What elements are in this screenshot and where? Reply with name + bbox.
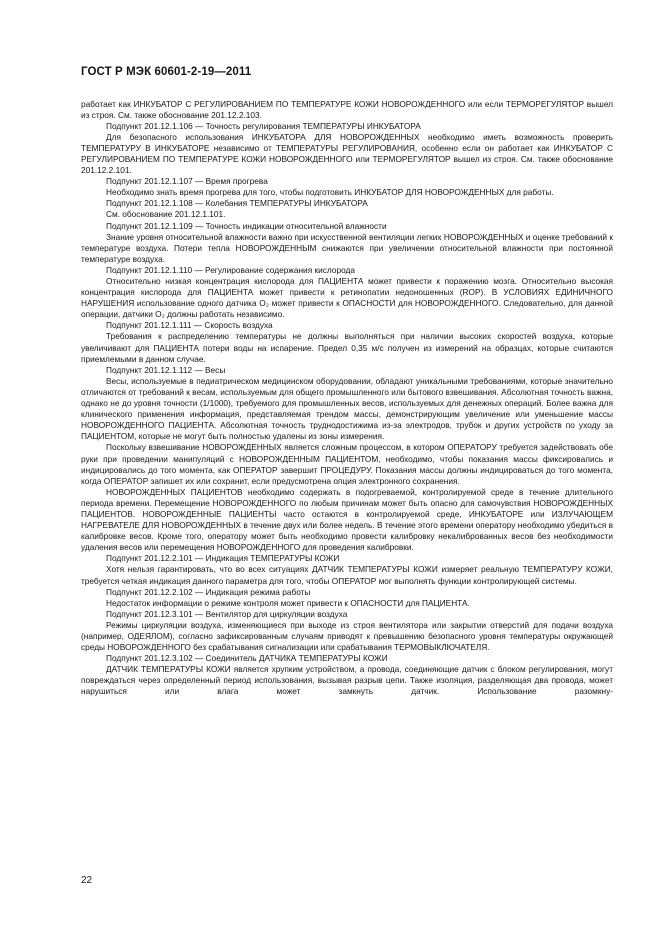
subclause-heading: Подпункт 201.12.1.111 — Скорость воздуха <box>106 320 273 331</box>
standard-header: ГОСТ Р МЭК 60601-2-19—2011 <box>81 66 252 78</box>
subclause-heading: Подпункт 201.12.3.102 — Соединитель ДАТЧИКА ТЕМПЕРАТУРЫ КОЖИ <box>106 653 388 664</box>
subclause-heading: Подпункт 201.12.3.101 — Вентилятор для циркуляции воздуха <box>106 608 348 619</box>
paragraph: Хотя нельзя гарантировать, что во всех ситуациях ДАТЧИК ТЕМПЕРАТУРЫ КОЖИ измеряет реальную ТЕМПЕРАТУРУ КОЖИ, требуется четкая индикация данного параметра для того, чтобы ОПЕРАТОР мог выполнять функции контролирующей системы. <box>81 564 613 586</box>
paragraph: работает как ИНКУБАТОР С РЕГУЛИРОВАНИЕМ ПО ТЕМПЕРАТУРЕ КОЖИ НОВОРОЖДЕННОГО или если ТЕРМОРЕГУЛЯТОР вышел из строя. См. также обоснование 201.12.2.103. <box>81 98 613 120</box>
subclause-heading: Подпункт 201.12.2.101 — Индикация ТЕМПЕРАТУРЫ КОЖИ <box>106 553 340 564</box>
paragraph: Поскольку взвешивание НОВОРОЖДЕННЫХ является сложным процессом, в котором ОПЕРАТОРУ требуется задействовать обе руки при проведении манипуляций с НОВОРОЖДЕННЫМ ПАЦИЕНТОМ, необходимо, чтобы показания массы фиксировались и индицировались до того момента, как ОПЕРАТОР завершит ПРОЦЕДУРУ. Показания массы должны индицироваться до того момента, когда ОПЕРАТОР запишет их или сохранит, если предусмотрена опция электронного сохранения. <box>81 442 613 486</box>
paragraph: Знание уровня относительной влажности важно при искусственной вентиляции легких НОВОРОЖДЕННЫХ и оценке требований к температуре воздуха. Потери тепла НОВОРОЖДЕННЫМ снижаются при увеличении относительной влажности при постоянной температуре воздуха. <box>81 231 613 264</box>
subclause-heading: Подпункт 201.12.1.112 — Весы <box>106 364 226 375</box>
subclause-heading: Подпункт 201.12.2.102 — Индикация режима работы <box>106 586 311 597</box>
page-number: 22 <box>81 875 93 886</box>
subclause-heading: Подпункт 201.12.1.109 — Точность индикации относительной влажности <box>106 220 387 231</box>
paragraph: Режимы циркуляции воздуха, изменяющиеся при выходе из строя вентилятора или закрытии отверстий для подачи воздуха (например, ОДЕЯЛОМ), согласно зафиксированным случаям приводят к превышению безопасного уровня температуры окружающей среды НОВОРОЖДЕННОГО без срабатывания сигнализации или срабатывания ТЕРМОВЫКЛЮЧАТЕЛЯ. <box>81 619 613 653</box>
paragraph: НОВОРОЖДЕННЫХ ПАЦИЕНТОВ необходимо содержать в подогреваемой, контролируемой среде в течение длительного периода времени. Перемещение НОВОРОЖДЕННОГО по любым причинам может быть опасно для самочувствия НОВОРОЖДЕННЫХ ПАЦИЕНТОВ. НОВОРОЖДЕННЫЕ ПАЦИЕНТЫ часто остаются в контролируемой среде, ИНКУБАТОРЕ или ИЗЛУЧАЮЩЕМ НАГРЕВАТЕЛЕ ДЛЯ НОВОРОЖДЕННЫХ в течение двух или более недель. В течение этого времени оператору необходимо убедиться в калибровке весов. Кроме того, оператору может быть необходимо провести калибровку некалиброванных весов без необходимости удаления весов или перемещения НОВОРОЖДЕННОГО для проведения калибровки. <box>81 486 613 553</box>
subclause-heading: Подпункт 201.12.1.106 — Точность регулирования ТЕМПЕРАТУРЫ ИНКУБАТОРА <box>106 120 421 131</box>
paragraph: Весы, используемые в педиатрическом медицинском оборудовании, обладают уникальными требованиями, которые значительно отличаются от требований к весам, используемым для общего промышленного или бытового взвешивания. Абсолютная точность важна, однако не до уровня точности (1/1000), требуемого для промышленных весов, используемых для денежных операций. Более важна для клинического применения информация, представляемая трендом массы, демонстрирующим увеличение или уменьшение массы НОВОРОЖДЕННОГО ПАЦИЕНТА. Абсолютная точность труднодостижима из-за электродов, трубок и других устройств по уходу за ПАЦИЕНТОМ, которые не могут быть полностью удалены из зоны измерения. <box>81 375 613 442</box>
paragraph: Для безопасного использования ИНКУБАТОРА ДЛЯ НОВОРОЖДЕННЫХ необходимо иметь возможность проверить ТЕМПЕРАТУРУ В ИНКУБАТОРЕ независимо от ТЕМПЕРАТУРЫ РЕГУЛИРОВАНИЯ, особенно если он работает как ИНКУБАТОР С РЕГУЛИРОВАНИЕМ ПО ТЕМПЕРАТУРЕ КОЖИ НОВОРОЖДЕННОГО или ТЕРМОРЕГУЛЯТОР вышел из строя. См. также обоснование 201.12.2.101. <box>81 131 613 176</box>
subclause-heading: Подпункт 201.12.1.108 — Колебания ТЕМПЕРАТУРЫ ИНКУБАТОРА <box>106 198 368 209</box>
paragraph: ДАТЧИК ТЕМПЕРАТУРЫ КОЖИ является хрупким устройством, а провода, соединяющие датчик с блоком регулирования, могут повреждаться через определенный период использования, вызывая разрыв цепи. Также изоляция, разделяющая два провода, может нарушиться или влага может замкнуть датчик. Использование разомкну- <box>81 664 613 697</box>
document-body <box>81 99 613 698</box>
paragraph: Относительно низкая концентрация кислорода для ПАЦИЕНТА может привести к поражению мозга. Относительно высокая концентрация кислорода для ПАЦИЕНТА может привести к ретинопатии недоношенных (ROP). В УСЛОВИЯХ ЕДИНИЧНОГО НАРУШЕНИЯ использование одного датчика O₂ может привести к ОПАСНОСТИ для НОВОРОЖДЕННОГО. Следовательно, для данной операции, датчики O₂ должны работать независимо. <box>81 276 613 320</box>
paragraph: Недостаток информации о режиме контроля может привести к ОПАСНОСТИ для ПАЦИЕНТА. <box>106 597 470 608</box>
paragraph: Необходимо знать время прогрева для того, чтобы подготовить ИНКУБАТОР ДЛЯ НОВОРОЖДЕННЫХ для работы. <box>106 187 554 198</box>
subclause-heading: Подпункт 201.12.1.107 — Время прогрева <box>106 176 268 187</box>
subclause-heading: Подпункт 201.12.1.110 — Регулирование содержания кислорода <box>106 264 355 275</box>
paragraph: См. обоснование 201.12.1.101. <box>106 209 226 220</box>
paragraph: Требования к распределению температуры не должны выполняться при наличии высоких скоростей воздуха, которые увеличивают для ПАЦИЕНТА потери воды на испарение. Предел 0,35 м/с получен из измерений на образцах, которые считаются приемлемыми в данном случае. <box>81 331 613 364</box>
